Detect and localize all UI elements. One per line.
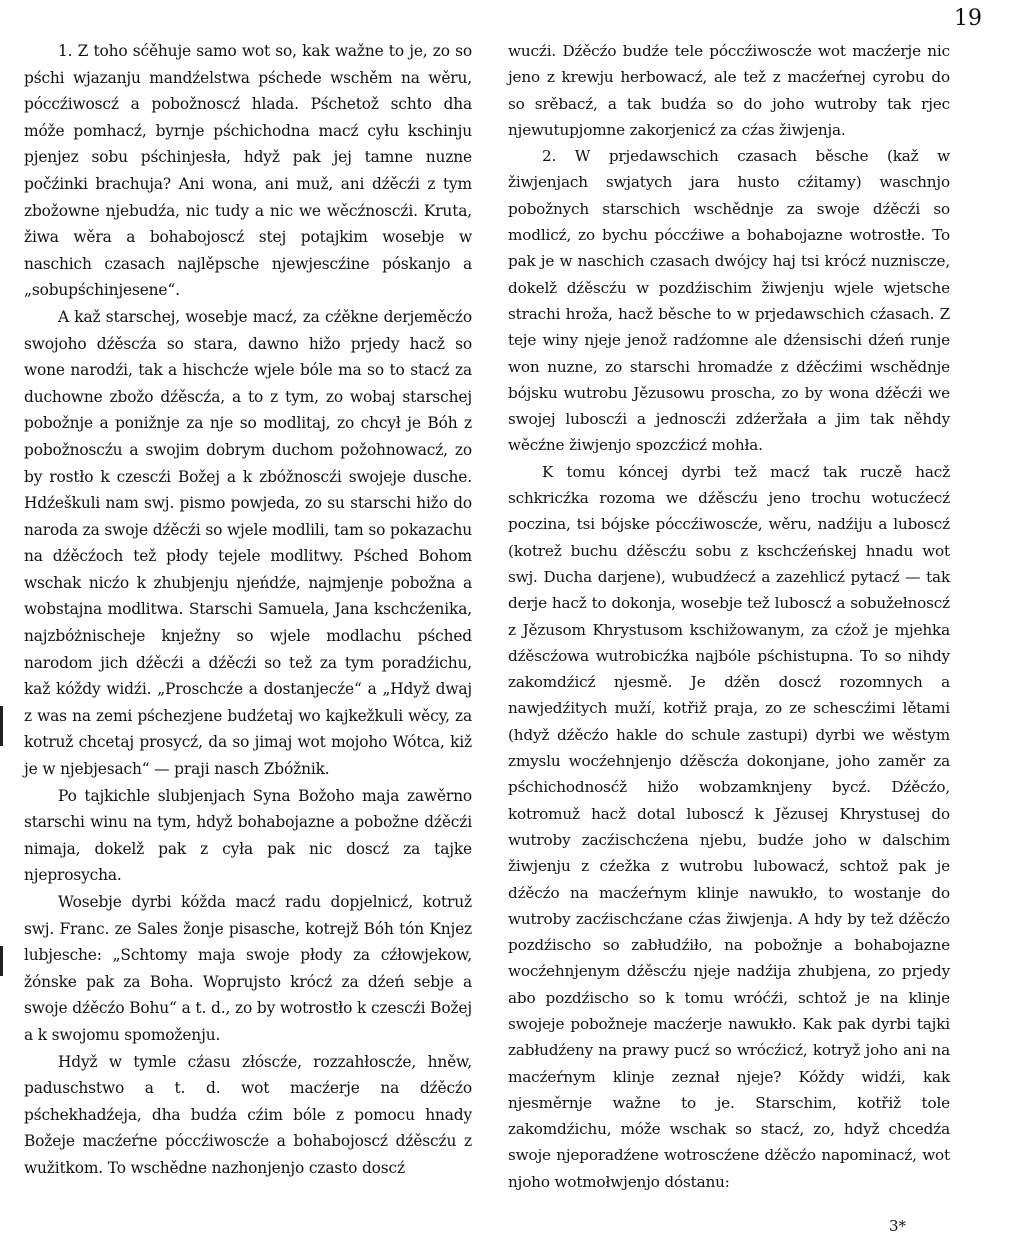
paragraph: 1. Z toho sćěhuje samo wot so, kak wažne to je, zo so pśchi wjazanju mandźelstwa pśchede wschěm na wěru, póccźiwoscź a pobožnoscź hlada. Pśchetož schto dha móže pomhacź, byrnje pśchichodna macź cyłu kschinju pjenjez sobu pśchinjesła, hdyž pak jej tamne nuzne počźinki brachuja? Ani wona, ani muž, ani dźěcźi z tym zbožowne njebudźa, nic tudy a nic we wěcźnoscźi. Kruta, žiwa wěra a bohabojoscź stej potajkim wosebje w naschich czasach najlěpsche njewjescźine póskanjo a „sobupśchinjesene“. bbox=[24, 42, 472, 300]
left-edge-mark bbox=[0, 706, 3, 746]
paragraph: A kaž starschej, wosebje macź, za cźěkne derjeměcźo swojoho dźěscźa so stara, dawno hižo prjedy hacž so wone narodźi, tak a hischcźe wjele bóle ma so to stacź za duchowne zbožo dźěscźa, a to z tym, zo wobaj starschej pobožnje a ponižnje za nje so modlitaj, zo chcył je Bóh z pobožnoscźu a swojim dobrym duchom požohnowacź, zo by rostło k czescźi Božej a k zbóžnoscźi swojeje dusche. Hdźeškuli nam swj. pismo powjeda, zo su starschi hižo do naroda za swoje dźěcźi so wjele modlili, tam so pokazachu na dźěcźoch tež płody tejele modlitwy. Pśched Bohom wschak nicźo k zhubjenju njeńdźe, najmjenje pobožna a wobstajna modlitwa. Starschi Samuela, Jana kschcźenika, najzbóżnischeje knježny so wjele modlachu pśched narodom jich dźěcźi a dźěcźi so tež za tym poradźichu, kaž kóždy widźi. „Proschcźe a dostanjecźe“ a „Hdyž dwaj z was na zemi pśchezjene budźetaj wo kajkežkuli wěcy, za kotruž chcetaj prosycź, da so jimaj wot mojoho Wótca, kiž je w njebjesach“ — praji nasch Zbóžnik. bbox=[24, 307, 472, 779]
paragraph: 2. W prjedawschich czasach běsche (kaž w žiwjenjach swjatych jara husto cźitamy) waschnjo pobožnych starschich wschědnje za swoje dźěcźi so modlicź, zo bychu póccźiwe a bohabojazne wotrostłe. To pak je w naschich czasach dwójcy haj tsi krócź nuzniscze, dokelž dźěscźu w pozdźischim žiwjenju wjele wjetsche strachi hroža, hacž běsche to w prjedawschich cźasach. Z teje winy njeje jenož radźomne ale dźensischi dźeń runje won nuzne, zo starschi hromadźe z dźěcźimi wschědnje bójsku wutrobu Jězusowu proscha, zo by wona dźěcźi we swojej luboscźi a jednoscźi zdźeržała a jim tak něhdy wěcźne žiwjenjo spozcźicź mohła. bbox=[508, 147, 950, 455]
left-edge-mark bbox=[0, 946, 3, 976]
paragraph: K tomu kóncej dyrbi tež macź tak ruczě hacž schkricźka rozoma we dźěscźu jeno trochu wotucźecź poczina, tsi bójske póccźiwoscźe, wěru, nadźiju a luboscź (kotrež buchu dźěscźu sobu z kschcźeńskej hnadu wot swj. Ducha darjene), wubudźecź a zazehlicź pytacź — tak derje hacž to dokonja, wosebje tež luboscź a sobužełnoscź z Jězusom Khrystusom kschižowanym, za cźož je mjehka dźěscźowa wutrobicźka najbóle pśchistupna. To so nihdy zakomdźicź njesmě. Je dźěn doscź rozomnych a nawjedźitych muží, kotřiž praja, zo ze schescźimi lětami (hdyž dźěcźo hakle do schule zastupi) dyrbi we wěstym zmyslu wocźehnjenjo dźěscźa dokonjane, joho zaměr za pśchichodnosćž hižo wobzamknjeny bycź. Dźěcźo, kotromuž hacž dotal luboscź k Jězusej Khrystusej do wutroby zacźischcźena njebu, budźe joho w dalschim žiwjenju z cźežka z wutrobu lubowacź, schtož pak je dźěcźo na macźeŕnym klinje nawukło, to wostanje do wutroby zacźischcźane cźas žiwjenja. A hdy by tež dźěcźo pozdźischo so zabłudźiło, na pobožnje a bohabojazne wocźehnjenym dźěscźu njeje nadźija zhubjena, zo prjedy abo pozdźischo so k tomu wróćźi, schtož je na klinje swojeje pobožneje macźerje nawukło. Kak pak dyrbi tajki zabłudźeny na prawy pucź so wrócźicź, kotryž joho ani na macźeŕnym klinje zeznał njeje? Kóždy widźi, kak njesměrnje wažne to je. Starschim, kotřiž tole zakomdźichu, móže wschak so stacź, zo, hdyž chcedźa swoje njeporadźene wotroscźene dźěcźo napominacź, wot njoho wotmołwjenjo dóstanu: bbox=[508, 462, 950, 1191]
paragraph: wucźi. Dźěcźo budźe tele póccźiwoscźe wot macźerje nic jeno z krewju herbowacź, ale tež z macźeŕnej cyrobu do so srěbacź, a tak budźa so do joho wutroby tak rjec njewutupjomne zakorjenicź za cźas žiwjenja. bbox=[508, 42, 950, 139]
left-column bbox=[24, 38, 472, 1182]
column-gutter bbox=[489, 36, 490, 1206]
paragraph: Hdyž w tymle cźasu złóscźe, rozzahłoscźe, hněw, paduschstwo a t. d. wot macźerje na dźěcźo pśchekhadźeja, dha budźa cźim bóle z pomocu hnady Božeje macźeŕne póccźiwoscźe a bohabojoscź dźěscźu z wužitkom. To wschědne nazhonjenjo czasto doscź bbox=[24, 1052, 472, 1177]
signature-mark: 3* bbox=[888, 1217, 906, 1235]
paragraph: Wosebje dyrbi kóžda macź radu dopjelnicź, kotruž swj. Franc. ze Sales žonje pisasche, kotrejž Bóh tón Knjez lubjesche: „Schtomy maja swoje płody za cźłowjekow, žónske pak za Boha. Woprujsto krócź za dźeń sebje a swoje dźěcźo Bohu“ a t. d., zo by wotrostło k czescźi Božej a k swojomu spomoženju. bbox=[24, 893, 472, 1044]
page-number: 19 bbox=[954, 6, 982, 31]
right-column bbox=[508, 38, 950, 1195]
paragraph: Po tajkichle slubjenjach Syna Božoho maja zawěrno starschi winu na tym, hdyž bohabojazne a pobožne dźěcźi nimaja, dokelž pak z cyła pak nic doscź za tajke njeprosycha. bbox=[24, 786, 472, 885]
